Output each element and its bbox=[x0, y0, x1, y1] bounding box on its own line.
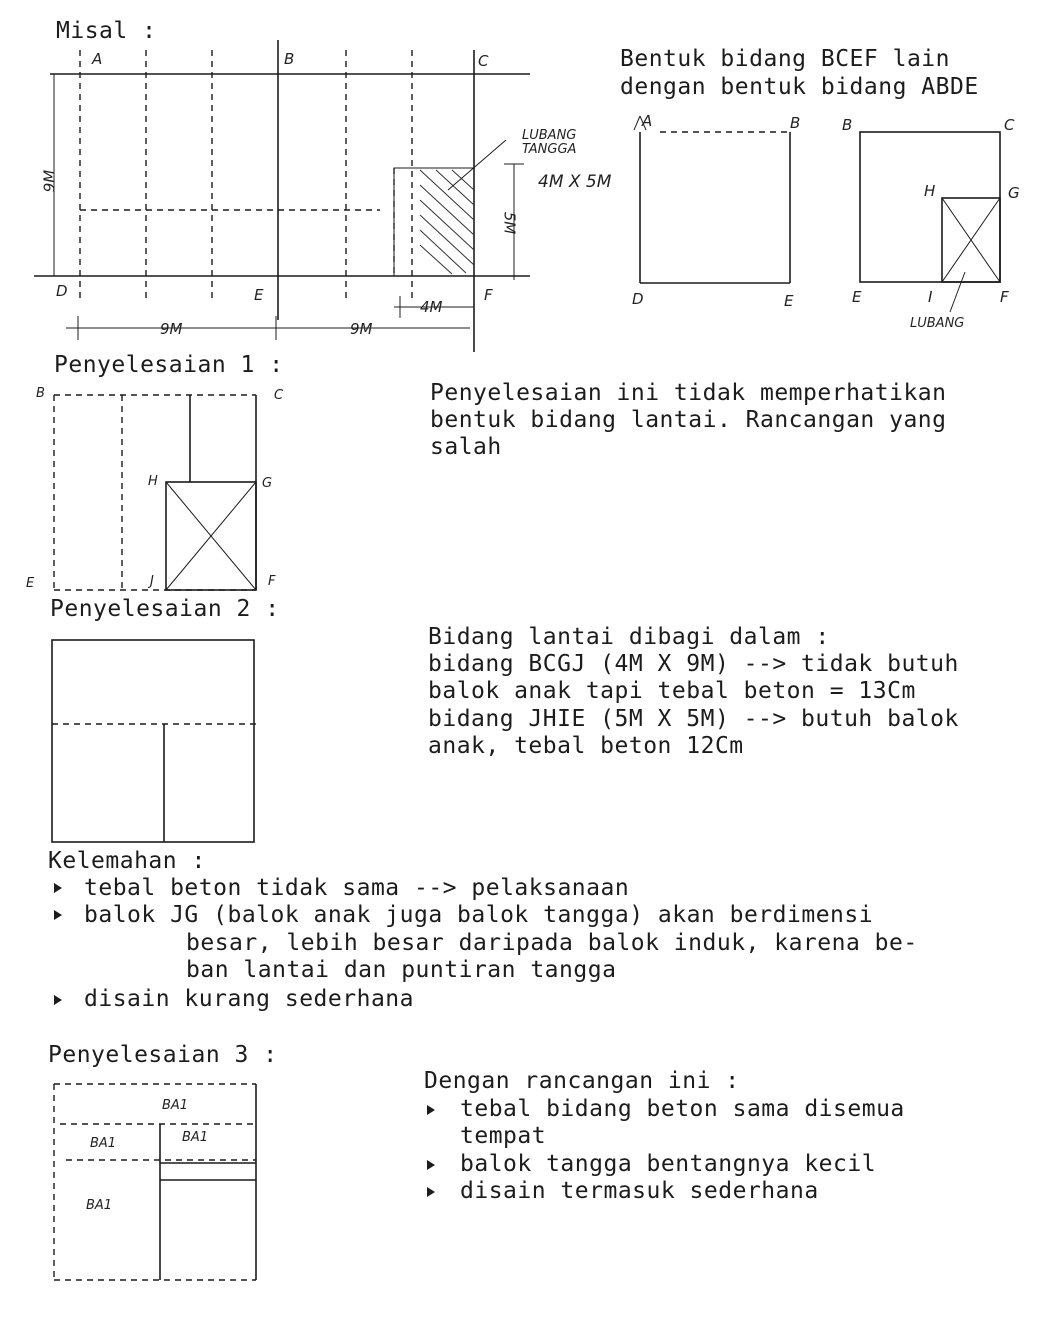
floor-plan bbox=[34, 40, 530, 352]
solution1-text-1: Penyelesaian ini tidak memperhatikan bbox=[430, 380, 947, 406]
sketch1-label-a: A bbox=[642, 112, 653, 130]
sketch2-label-g: G bbox=[1008, 184, 1020, 202]
s1-label-e: E bbox=[26, 576, 35, 591]
solution1-heading: Penyelesaian 1 : bbox=[54, 352, 284, 378]
plan-dim-bottom-1: 9M bbox=[160, 320, 183, 338]
plan-label-b: B bbox=[284, 50, 295, 68]
sketch2-label-f: F bbox=[1000, 288, 1009, 306]
weakness-item-2-cont-1: besar, lebih besar daripada balok induk, karena be- bbox=[186, 930, 918, 956]
s1-label-f: F bbox=[268, 574, 276, 589]
solution1-diagram bbox=[54, 395, 256, 590]
solution2-text-3: balok anak tapi tebal beton = 13Cm bbox=[428, 678, 916, 704]
sketch1-label-d: D bbox=[632, 290, 644, 308]
sketch1-label-e: E bbox=[784, 292, 794, 310]
solution1-text-3: salah bbox=[430, 434, 502, 460]
solution2-text-2: bidang BCGJ (4M X 9M) --> tidak butuh bbox=[428, 651, 959, 677]
solution3-item-2: balok tangga bentangnya kecil bbox=[460, 1151, 877, 1177]
s1-label-g: G bbox=[262, 476, 273, 491]
s1-label-h: H bbox=[148, 474, 158, 489]
s1-label-j: J bbox=[150, 574, 154, 589]
sketch2-label-b: B bbox=[842, 116, 853, 134]
plan-dim-left: 9M bbox=[40, 169, 59, 193]
opening-size: 4M X 5M bbox=[538, 172, 612, 192]
solution3-text-1: Dengan rancangan ini : bbox=[424, 1068, 740, 1094]
s1-label-b: B bbox=[36, 386, 45, 401]
solution2-text-4: bidang JHIE (5M X 5M) --> butuh balok bbox=[428, 706, 959, 732]
plan-dim-bottom-2: 9M bbox=[350, 320, 373, 338]
solution3-heading: Penyelesaian 3 : bbox=[48, 1042, 278, 1068]
opening-hatch bbox=[420, 170, 474, 274]
solution1-text-2: bentuk bidang lantai. Rancangan yang bbox=[430, 407, 947, 433]
sketch2-label-h: H bbox=[924, 182, 936, 200]
solution3-item-1: tebal bidang beton sama disemua bbox=[460, 1096, 905, 1122]
sketch-abde bbox=[634, 116, 790, 283]
plan-dim-opening-h: 5M bbox=[500, 211, 519, 235]
sketch2-label-e: E bbox=[852, 288, 862, 306]
example-heading: Misal : bbox=[56, 18, 157, 44]
opening-label-2: TANGGA bbox=[522, 142, 577, 157]
solution2-text-5: anak, tebal beton 12Cm bbox=[428, 733, 744, 759]
s3-ba-label-3: BA1 bbox=[182, 1130, 209, 1145]
solution2-diagram bbox=[52, 640, 260, 842]
plan-label-d: D bbox=[56, 282, 68, 300]
solution2-text-1: Bidang lantai dibagi dalam : bbox=[428, 624, 830, 650]
sketch2-label-c: C bbox=[1004, 116, 1015, 134]
sketch2-hole-label: LUBANG bbox=[910, 316, 965, 331]
s3-ba-label-1: BA1 bbox=[162, 1098, 189, 1113]
weakness-item-3: disain kurang sederhana bbox=[84, 986, 414, 1012]
opening-label-1: LUBANG bbox=[522, 128, 577, 143]
plan-label-a: A bbox=[92, 50, 103, 68]
sketch1-label-b: B bbox=[790, 114, 801, 132]
solution3-diagram bbox=[54, 1084, 256, 1280]
weakness-item-1: tebal beton tidak sama --> pelaksanaan bbox=[84, 875, 630, 901]
weakness-item-2: balok JG (balok anak juga balok tangga) akan berdimensi bbox=[84, 902, 874, 928]
s3-ba-label-2: BA1 bbox=[90, 1136, 117, 1151]
s1-label-c: C bbox=[274, 388, 284, 403]
solution2-heading: Penyelesaian 2 : bbox=[50, 596, 280, 622]
solution3-item-3: disain termasuk sederhana bbox=[460, 1178, 819, 1204]
weakness-heading: Kelemahan : bbox=[48, 848, 206, 874]
plan-label-f: F bbox=[484, 286, 493, 304]
example-note-line-1: Bentuk bidang BCEF lain bbox=[620, 46, 950, 72]
plan-label-e: E bbox=[254, 286, 264, 304]
s3-ba-label-4: BA1 bbox=[86, 1198, 113, 1213]
solution3-item-1-cont: tempat bbox=[460, 1123, 547, 1149]
sketch-bcef bbox=[860, 132, 1000, 312]
plan-dim-opening-w: 4M bbox=[420, 298, 443, 316]
sketch2-label-i: I bbox=[928, 288, 933, 306]
plan-label-c: C bbox=[478, 52, 489, 70]
example-note-line-2: dengan bentuk bidang ABDE bbox=[620, 74, 979, 100]
weakness-item-2-cont-2: ban lantai dan puntiran tangga bbox=[186, 957, 617, 983]
